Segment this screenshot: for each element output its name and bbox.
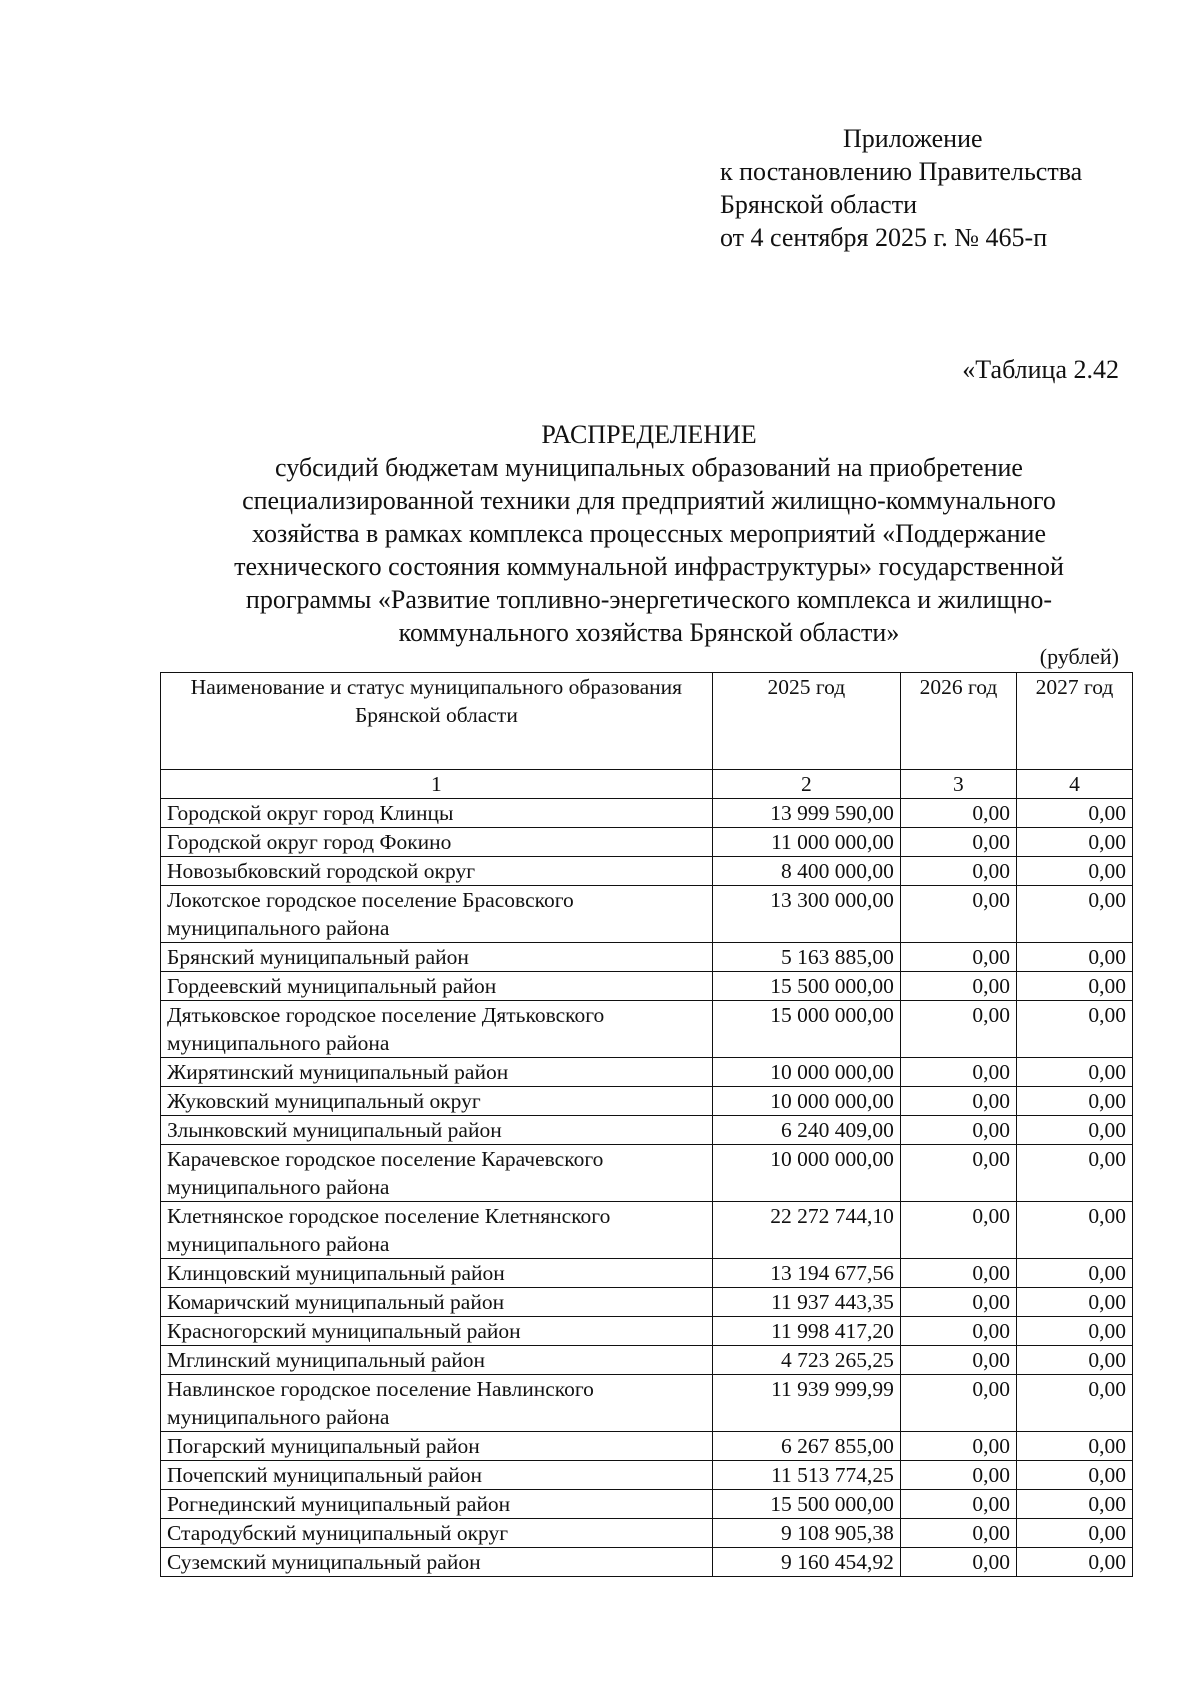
amount-2026-cell: 0,00 <box>900 1432 1016 1461</box>
amount-2026-cell: 0,00 <box>900 828 1016 857</box>
table-row <box>161 1116 1133 1145</box>
municipality-name-cell: Красногорский муниципальный район <box>161 1317 713 1346</box>
amount-2025-cell: 15 500 000,00 <box>712 972 900 1001</box>
table-row <box>161 1058 1133 1087</box>
amount-2027-cell: 0,00 <box>1016 857 1132 886</box>
amount-2026-cell: 0,00 <box>900 799 1016 828</box>
amount-2026-cell: 0,00 <box>900 1519 1016 1548</box>
amount-2027-cell: 0,00 <box>1016 1202 1132 1259</box>
amount-2027-cell: 0,00 <box>1016 886 1132 943</box>
table-row <box>161 972 1133 1001</box>
appendix-line: Брянской области <box>720 190 917 219</box>
amount-2027-cell: 0,00 <box>1016 799 1132 828</box>
municipality-name-cell: Клетнянское городское поселение Клетнянского муниципального района <box>161 1202 713 1259</box>
municipality-name-cell: Гордеевский муниципальный район <box>161 972 713 1001</box>
amount-2027-cell: 0,00 <box>1016 1548 1132 1577</box>
heading-line: технического состояния коммунальной инфраструктуры» государственной <box>234 552 1064 581</box>
municipality-name-cell: Карачевское городское поселение Карачевского муниципального района <box>161 1145 713 1202</box>
heading-line: специализированной техники для предприятий жилищно-коммунального <box>242 486 1056 515</box>
column-index: 2 <box>712 770 900 799</box>
municipality-name-cell: Дятьковское городское поселение Дятьковского муниципального района <box>161 1001 713 1058</box>
amount-2025-cell: 9 160 454,92 <box>712 1548 900 1577</box>
amount-2025-cell: 11 000 000,00 <box>712 828 900 857</box>
municipality-name-cell: Навлинское городское поселение Навлинского муниципального района <box>161 1375 713 1432</box>
appendix-title: Приложение <box>843 124 983 153</box>
municipality-name-cell: Комаричский муниципальный район <box>161 1288 713 1317</box>
amount-2025-cell: 11 998 417,20 <box>712 1317 900 1346</box>
amount-2026-cell: 0,00 <box>900 1461 1016 1490</box>
amount-2026-cell: 0,00 <box>900 1259 1016 1288</box>
table-row <box>161 828 1133 857</box>
amount-2026-cell: 0,00 <box>900 943 1016 972</box>
table-row <box>161 1519 1133 1548</box>
municipality-name-cell: Брянский муниципальный район <box>161 943 713 972</box>
municipality-name-cell: Жуковский муниципальный округ <box>161 1087 713 1116</box>
amount-2025-cell: 22 272 744,10 <box>712 1202 900 1259</box>
appendix-line: к постановлению Правительства <box>720 157 1083 186</box>
table-body <box>161 799 1133 1577</box>
table-row <box>161 943 1133 972</box>
heading-line: субсидий бюджетам муниципальных образований на приобретение <box>275 453 1023 482</box>
header-name: Наименование и статус муниципального образования Брянской области <box>161 673 713 770</box>
table-row <box>161 1259 1133 1288</box>
table-row <box>161 1288 1133 1317</box>
municipality-name-cell: Клинцовский муниципальный район <box>161 1259 713 1288</box>
amount-2027-cell: 0,00 <box>1016 1288 1132 1317</box>
table-row <box>161 1202 1133 1259</box>
amount-2025-cell: 13 194 677,56 <box>712 1259 900 1288</box>
table-row <box>161 1087 1133 1116</box>
document-heading <box>140 418 1158 649</box>
amount-2026-cell: 0,00 <box>900 1001 1016 1058</box>
amount-2025-cell: 9 108 905,38 <box>712 1519 900 1548</box>
municipality-name-cell: Суземский муниципальный район <box>161 1548 713 1577</box>
header-2025: 2025 год <box>712 673 900 770</box>
table-row <box>161 1432 1133 1461</box>
amount-2026-cell: 0,00 <box>900 1145 1016 1202</box>
amount-2027-cell: 0,00 <box>1016 1432 1132 1461</box>
header-2026: 2026 год <box>900 673 1016 770</box>
amount-2027-cell: 0,00 <box>1016 1058 1132 1087</box>
table-row <box>161 1548 1133 1577</box>
amount-2027-cell: 0,00 <box>1016 1259 1132 1288</box>
table-row <box>161 1346 1133 1375</box>
amount-2026-cell: 0,00 <box>900 1202 1016 1259</box>
amount-2025-cell: 6 240 409,00 <box>712 1116 900 1145</box>
table-row <box>161 886 1133 943</box>
amount-2026-cell: 0,00 <box>900 1058 1016 1087</box>
municipality-name-cell: Городской округ город Фокино <box>161 828 713 857</box>
amount-2025-cell: 11 939 999,99 <box>712 1375 900 1432</box>
table-header-row <box>161 673 1133 770</box>
amount-2027-cell: 0,00 <box>1016 1001 1132 1058</box>
amount-2027-cell: 0,00 <box>1016 1519 1132 1548</box>
distribution-table <box>160 672 1133 1577</box>
amount-2026-cell: 0,00 <box>900 1490 1016 1519</box>
amount-2026-cell: 0,00 <box>900 1548 1016 1577</box>
amount-2026-cell: 0,00 <box>900 1346 1016 1375</box>
heading-line: программы «Развитие топливно-энергетического комплекса и жилищно- <box>245 585 1053 614</box>
municipality-name-cell: Новозыбковский городской округ <box>161 857 713 886</box>
amount-2027-cell: 0,00 <box>1016 1116 1132 1145</box>
amount-2026-cell: 0,00 <box>900 1116 1016 1145</box>
municipality-name-cell: Рогнединский муниципальный район <box>161 1490 713 1519</box>
amount-2026-cell: 0,00 <box>900 1317 1016 1346</box>
municipality-name-cell: Жирятинский муниципальный район <box>161 1058 713 1087</box>
heading-title: РАСПРЕДЕЛЕНИЕ <box>541 420 757 449</box>
amount-2025-cell: 11 937 443,35 <box>712 1288 900 1317</box>
amount-2027-cell: 0,00 <box>1016 1145 1132 1202</box>
appendix-block <box>720 122 1082 254</box>
table-row <box>161 1317 1133 1346</box>
amount-2027-cell: 0,00 <box>1016 1461 1132 1490</box>
table-row <box>161 1490 1133 1519</box>
amount-2026-cell: 0,00 <box>900 886 1016 943</box>
municipality-name-cell: Стародубский муниципальный округ <box>161 1519 713 1548</box>
table-label: «Таблица 2.42 <box>962 355 1119 384</box>
amount-2027-cell: 0,00 <box>1016 828 1132 857</box>
amount-2027-cell: 0,00 <box>1016 972 1132 1001</box>
table-row <box>161 857 1133 886</box>
column-index: 1 <box>161 770 713 799</box>
municipality-name-cell: Злынковский муниципальный район <box>161 1116 713 1145</box>
municipality-name-cell: Погарский муниципальный район <box>161 1432 713 1461</box>
municipality-name-cell: Мглинский муниципальный район <box>161 1346 713 1375</box>
amount-2025-cell: 13 999 590,00 <box>712 799 900 828</box>
table-row <box>161 799 1133 828</box>
amount-2027-cell: 0,00 <box>1016 1346 1132 1375</box>
amount-2026-cell: 0,00 <box>900 1375 1016 1432</box>
heading-line: хозяйства в рамках комплекса процессных мероприятий «Поддержание <box>251 519 1046 548</box>
amount-2027-cell: 0,00 <box>1016 1490 1132 1519</box>
amount-2025-cell: 13 300 000,00 <box>712 886 900 943</box>
amount-2025-cell: 10 000 000,00 <box>712 1058 900 1087</box>
amount-2025-cell: 6 267 855,00 <box>712 1432 900 1461</box>
table-row <box>161 1145 1133 1202</box>
amount-2025-cell: 8 400 000,00 <box>712 857 900 886</box>
amount-2026-cell: 0,00 <box>900 1087 1016 1116</box>
column-index: 4 <box>1016 770 1132 799</box>
municipality-name-cell: Почепский муниципальный район <box>161 1461 713 1490</box>
amount-2025-cell: 15 500 000,00 <box>712 1490 900 1519</box>
amount-2025-cell: 11 513 774,25 <box>712 1461 900 1490</box>
amount-2027-cell: 0,00 <box>1016 1317 1132 1346</box>
amount-2025-cell: 4 723 265,25 <box>712 1346 900 1375</box>
table-row <box>161 1001 1133 1058</box>
amount-2025-cell: 10 000 000,00 <box>712 1087 900 1116</box>
amount-2025-cell: 15 000 000,00 <box>712 1001 900 1058</box>
amount-2027-cell: 0,00 <box>1016 1375 1132 1432</box>
amount-2025-cell: 10 000 000,00 <box>712 1145 900 1202</box>
column-index: 3 <box>900 770 1016 799</box>
amount-2026-cell: 0,00 <box>900 972 1016 1001</box>
table-row <box>161 1375 1133 1432</box>
amount-2027-cell: 0,00 <box>1016 1087 1132 1116</box>
amount-2025-cell: 5 163 885,00 <box>712 943 900 972</box>
unit-label: (рублей) <box>1039 644 1119 669</box>
heading-line: коммунального хозяйства Брянской области» <box>398 618 900 647</box>
amount-2027-cell: 0,00 <box>1016 943 1132 972</box>
municipality-name-cell: Городской округ город Клинцы <box>161 799 713 828</box>
amount-2026-cell: 0,00 <box>900 1288 1016 1317</box>
appendix-date-number: от 4 сентября 2025 г. № 465-п <box>720 223 1048 252</box>
column-index-row <box>161 770 1133 799</box>
table-row <box>161 1461 1133 1490</box>
municipality-name-cell: Локотское городское поселение Брасовского муниципального района <box>161 886 713 943</box>
amount-2026-cell: 0,00 <box>900 857 1016 886</box>
header-2027: 2027 год <box>1016 673 1132 770</box>
